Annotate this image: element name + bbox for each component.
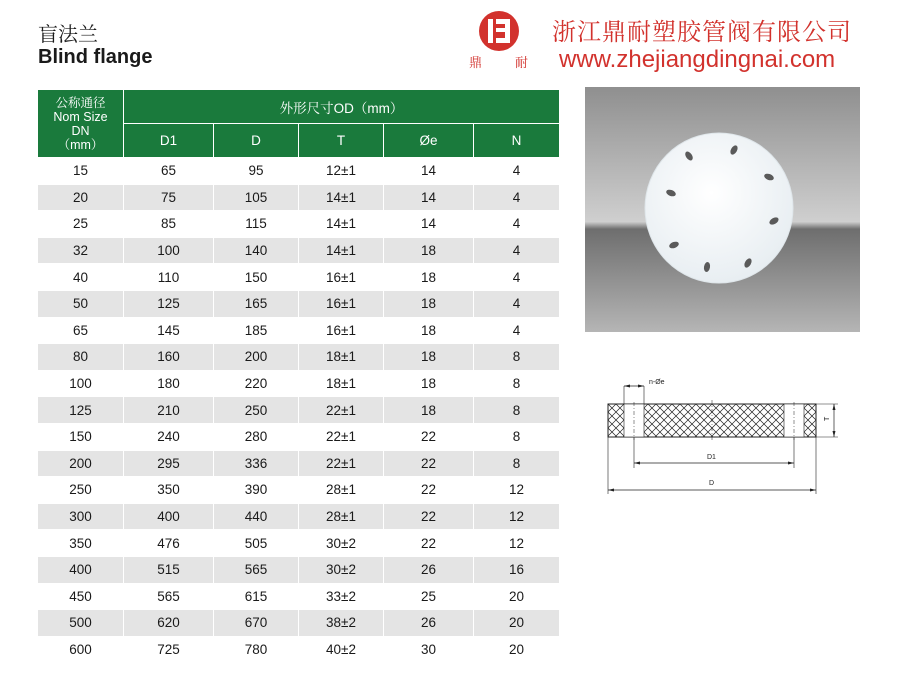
table-cell: 80	[38, 344, 124, 371]
table-cell: 65	[124, 158, 214, 185]
table-cell: 30±2	[299, 556, 384, 583]
table-cell: 400	[124, 503, 214, 530]
table-cell: 18±1	[299, 344, 384, 371]
table-cell: 110	[124, 264, 214, 291]
table-cell: 565	[124, 583, 214, 610]
table-cell: 8	[474, 370, 560, 397]
spec-table	[37, 89, 560, 663]
table-cell: 16	[474, 556, 560, 583]
table-cell: 295	[124, 450, 214, 477]
table-cell: 350	[124, 477, 214, 504]
flange-dimension-drawing	[600, 372, 852, 498]
table-cell: 505	[214, 530, 299, 557]
table-cell: 500	[38, 610, 124, 637]
table-row	[38, 184, 560, 211]
table-row	[38, 450, 560, 477]
table-cell: 14±1	[299, 184, 384, 211]
dn-header-line: （mm）	[57, 137, 104, 152]
od-header: 外形尺寸OD（mm）	[124, 90, 560, 124]
table-cell: 18±1	[299, 370, 384, 397]
table-cell: 28±1	[299, 477, 384, 504]
table-row	[38, 211, 560, 238]
table-cell: 14	[384, 184, 474, 211]
table-cell: 20	[474, 636, 560, 663]
table-cell: 14±1	[299, 237, 384, 264]
table-cell: 12	[474, 503, 560, 530]
dn-header-line: DN	[71, 123, 90, 138]
table-cell: 4	[474, 184, 560, 211]
table-cell: 150	[214, 264, 299, 291]
table-cell: 18	[384, 237, 474, 264]
d1-label: D1	[707, 454, 716, 461]
table-cell: 180	[124, 370, 214, 397]
table-cell: 15	[38, 158, 124, 185]
table-cell: 28±1	[299, 503, 384, 530]
table-cell: 160	[124, 344, 214, 371]
table-cell: 26	[384, 556, 474, 583]
table-cell: 125	[38, 397, 124, 424]
table-cell: 200	[214, 344, 299, 371]
table-cell: 12±1	[299, 158, 384, 185]
table-cell: 40±2	[299, 636, 384, 663]
table-cell: 4	[474, 237, 560, 264]
flange-photo	[585, 87, 860, 332]
table-row	[38, 237, 560, 264]
table-cell: 32	[38, 237, 124, 264]
table-cell: 515	[124, 556, 214, 583]
table-cell: 600	[38, 636, 124, 663]
table-row	[38, 264, 560, 291]
table-cell: 4	[474, 264, 560, 291]
table-cell: 16±1	[299, 264, 384, 291]
page-title-en: Blind flange	[38, 46, 153, 68]
col-header-t: T	[299, 124, 384, 158]
table-cell: 450	[38, 583, 124, 610]
table-cell: 22±1	[299, 450, 384, 477]
table-cell: 280	[214, 423, 299, 450]
table-cell: 25	[384, 583, 474, 610]
table-cell: 22	[384, 477, 474, 504]
t-label: T	[824, 416, 831, 421]
table-cell: 22	[384, 423, 474, 450]
logo-char-left: 鼎	[469, 56, 483, 71]
table-row	[38, 397, 560, 424]
table-cell: 25	[38, 211, 124, 238]
table-row	[38, 556, 560, 583]
table-row	[38, 530, 560, 557]
table-cell: 780	[214, 636, 299, 663]
table-cell: 105	[214, 184, 299, 211]
table-cell: 150	[38, 423, 124, 450]
table-cell: 165	[214, 290, 299, 317]
table-cell: 8	[474, 423, 560, 450]
table-cell: 22±1	[299, 423, 384, 450]
table-cell: 125	[124, 290, 214, 317]
table-row	[38, 636, 560, 663]
table-cell: 4	[474, 290, 560, 317]
table-cell: 18	[384, 264, 474, 291]
table-cell: 20	[38, 184, 124, 211]
table-cell: 22	[384, 530, 474, 557]
table-cell: 30	[384, 636, 474, 663]
holes-label: n-Øe	[649, 379, 665, 386]
table-cell: 50	[38, 290, 124, 317]
table-row	[38, 503, 560, 530]
table-cell: 14	[384, 158, 474, 185]
table-cell: 20	[474, 583, 560, 610]
table-cell: 12	[474, 477, 560, 504]
table-cell: 220	[214, 370, 299, 397]
table-cell: 95	[214, 158, 299, 185]
table-cell: 100	[38, 370, 124, 397]
table-cell: 18	[384, 344, 474, 371]
table-cell: 210	[124, 397, 214, 424]
table-cell: 300	[38, 503, 124, 530]
table-cell: 336	[214, 450, 299, 477]
table-row	[38, 477, 560, 504]
table-cell: 40	[38, 264, 124, 291]
page-title-cn: 盲法兰	[38, 22, 98, 46]
table-cell: 250	[214, 397, 299, 424]
table-cell: 4	[474, 158, 560, 185]
table-cell: 30±2	[299, 530, 384, 557]
col-header-e: Øe	[384, 124, 474, 158]
table-cell: 100	[124, 237, 214, 264]
table-row	[38, 423, 560, 450]
table-cell: 440	[214, 503, 299, 530]
table-cell: 38±2	[299, 610, 384, 637]
table-cell: 4	[474, 211, 560, 238]
table-cell: 75	[124, 184, 214, 211]
table-cell: 350	[38, 530, 124, 557]
table-cell: 8	[474, 450, 560, 477]
table-cell: 14±1	[299, 211, 384, 238]
table-cell: 476	[124, 530, 214, 557]
table-cell: 33±2	[299, 583, 384, 610]
table-cell: 400	[38, 556, 124, 583]
table-row	[38, 158, 560, 185]
d-label: D	[709, 480, 715, 487]
table-cell: 240	[124, 423, 214, 450]
table-cell: 16±1	[299, 317, 384, 344]
table-cell: 22±1	[299, 397, 384, 424]
table-cell: 14	[384, 211, 474, 238]
table-row	[38, 610, 560, 637]
table-cell: 725	[124, 636, 214, 663]
table-cell: 185	[214, 317, 299, 344]
table-cell: 615	[214, 583, 299, 610]
dn-header-line: 公称通径	[55, 95, 106, 110]
table-cell: 18	[384, 290, 474, 317]
table-row	[38, 344, 560, 371]
table-cell: 250	[38, 477, 124, 504]
spec-table-body	[38, 158, 560, 663]
table-cell: 85	[124, 211, 214, 238]
table-cell: 16±1	[299, 290, 384, 317]
col-header-d: D	[214, 124, 299, 158]
logo-char-right: 耐	[515, 56, 529, 71]
table-cell: 18	[384, 370, 474, 397]
table-cell: 670	[214, 610, 299, 637]
table-cell: 18	[384, 317, 474, 344]
table-cell: 115	[214, 211, 299, 238]
table-cell: 620	[124, 610, 214, 637]
table-row	[38, 370, 560, 397]
table-cell: 22	[384, 450, 474, 477]
table-cell: 65	[38, 317, 124, 344]
company-website: www.zhejiangdingnai.com	[559, 46, 836, 73]
table-cell: 26	[384, 610, 474, 637]
table-cell: 22	[384, 503, 474, 530]
table-cell: 565	[214, 556, 299, 583]
table-cell: 20	[474, 610, 560, 637]
table-cell: 12	[474, 530, 560, 557]
table-cell: 140	[214, 237, 299, 264]
table-cell: 390	[214, 477, 299, 504]
dn-header	[38, 90, 124, 158]
table-cell: 200	[38, 450, 124, 477]
table-cell: 145	[124, 317, 214, 344]
col-header-d1: D1	[124, 124, 214, 158]
table-cell: 8	[474, 344, 560, 371]
table-row	[38, 290, 560, 317]
dn-header-line: Nom Size	[53, 109, 108, 124]
table-cell: 18	[384, 397, 474, 424]
company-name: 浙江鼎耐塑胶管阀有限公司	[552, 18, 852, 46]
table-row	[38, 583, 560, 610]
table-cell: 8	[474, 397, 560, 424]
table-cell: 4	[474, 317, 560, 344]
table-row	[38, 317, 560, 344]
col-header-n: N	[474, 124, 560, 158]
